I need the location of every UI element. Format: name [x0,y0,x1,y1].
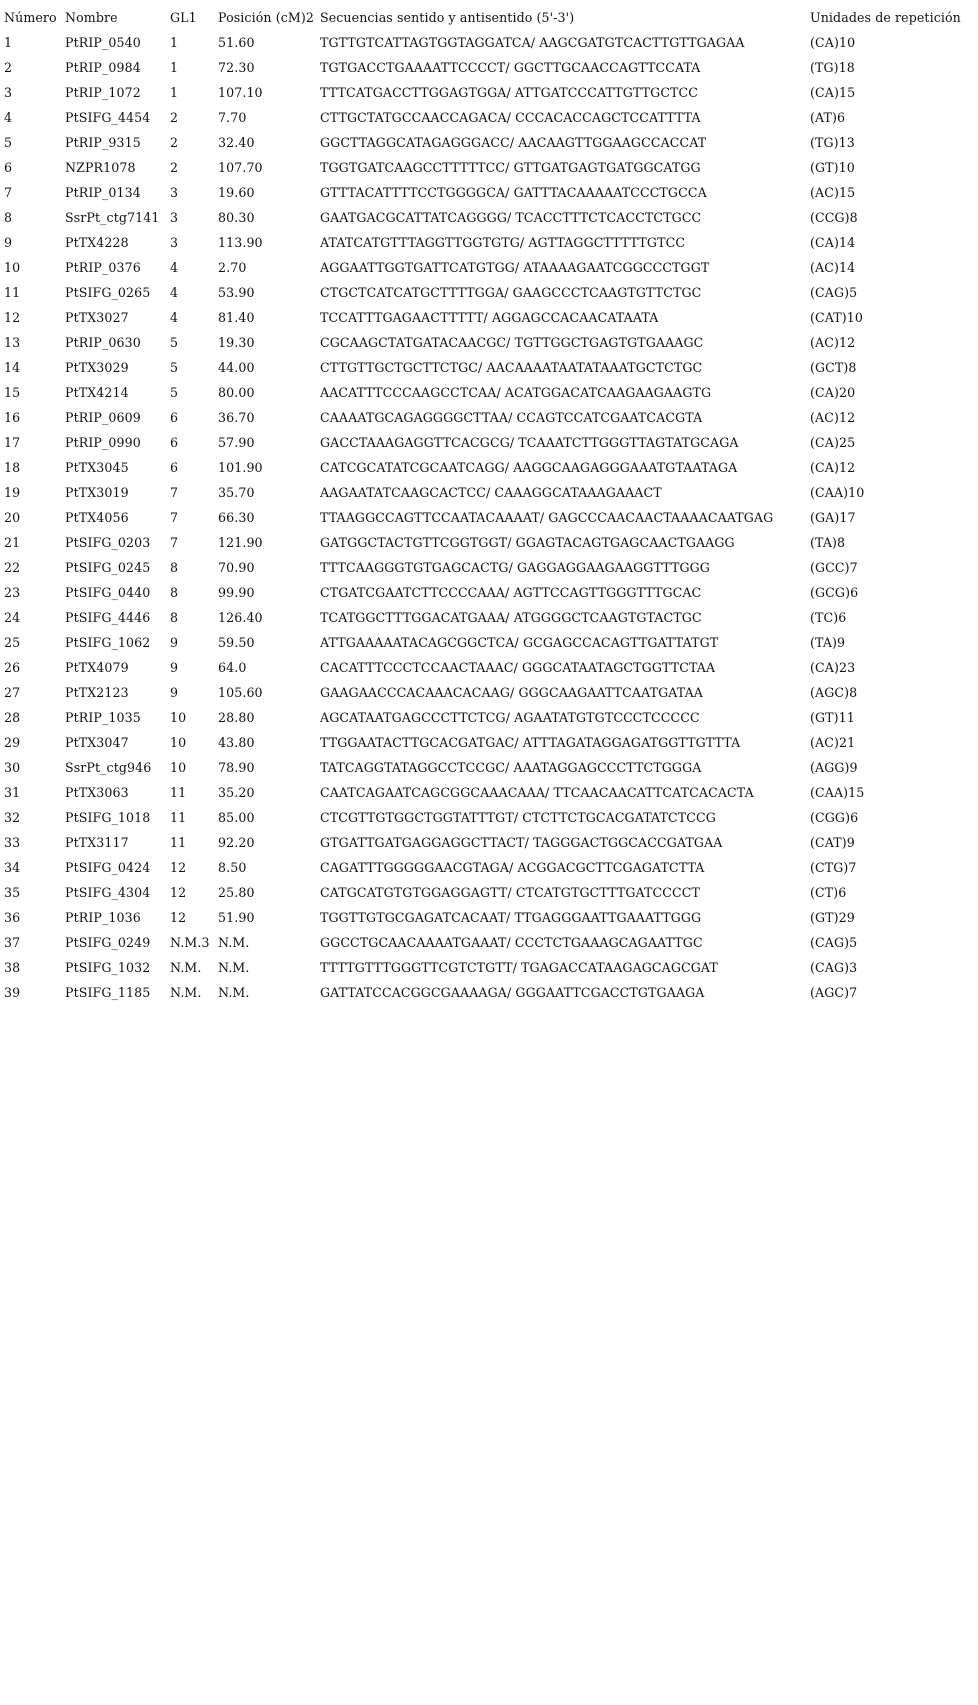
table-row [4,680,970,705]
table-row [4,255,970,280]
cell-unidades: (CAA)10 [810,485,865,500]
cell-posicion: 101.90 [218,460,263,475]
cell-secuencias: AGGAATTGGTGATTCATGTGG/ ATAAAAGAATCGGCCCTGGT [320,260,710,275]
table-row [4,480,970,505]
cell-secuencias: CAATCAGAATCAGCGGCAAACAAA/ TTCAACAACATTCATCACACTA [320,785,754,800]
cell-nombre: PtSIFG_4446 [65,610,151,625]
cell-posicion: 51.60 [218,35,255,50]
cell-numero: 2 [4,60,13,75]
cell-posicion: 80.30 [218,210,255,225]
cell-nombre: PtSIFG_0265 [65,285,151,300]
table-row [4,230,970,255]
cell-gl: 5 [170,360,179,375]
cell-unidades: (CA)12 [810,460,856,475]
cell-secuencias: ATATCATGTTTAGGTTGGTGTG/ AGTTAGGCTTTTTGTCC [320,235,686,250]
cell-gl: 12 [170,885,187,900]
cell-unidades: (CAG)3 [810,960,858,975]
cell-posicion: 28.80 [218,710,255,725]
cell-unidades: (CAT)9 [810,835,855,850]
cell-numero: 22 [4,560,21,575]
table-row [4,505,970,530]
table-row [4,980,970,1005]
cell-unidades: (AGC)8 [810,685,858,700]
table-row [4,605,970,630]
cell-numero: 17 [4,435,21,450]
cell-numero: 28 [4,710,21,725]
cell-numero: 37 [4,935,21,950]
cell-unidades: (CA)15 [810,85,856,100]
table-row [4,305,970,330]
cell-nombre: PtRIP_9315 [65,135,141,150]
cell-posicion: 113.90 [218,235,263,250]
cell-gl: N.M. [170,960,202,975]
cell-gl: 11 [170,810,187,825]
cell-gl: 10 [170,760,187,775]
cell-secuencias: TCCATTTGAGAACTTTTT/ AGGAGCCACAACATAATA [320,310,659,325]
cell-gl: 3 [170,235,179,250]
cell-nombre: PtRIP_0540 [65,35,141,50]
cell-nombre: PtSIFG_0203 [65,535,151,550]
cell-secuencias: CAAAATGCAGAGGGGCTTAA/ CCAGTCCATCGAATCACGTA [320,410,703,425]
cell-gl: 8 [170,585,179,600]
cell-numero: 36 [4,910,21,925]
ssr-marker-table [4,5,970,1005]
header-gl: GL1 [170,10,197,25]
cell-secuencias: TTTTGTTTGGGTTCGTCTGTT/ TGAGACCATAAGAGCAGCGAT [320,960,718,975]
cell-unidades: (CTG)7 [810,860,857,875]
cell-numero: 27 [4,685,21,700]
table-row [4,355,970,380]
cell-secuencias: AGCATAATGAGCCCTTCTCG/ AGAATATGTGTCCCTCCCCC [320,710,700,725]
cell-unidades: (GCT)8 [810,360,857,375]
cell-posicion: 85.00 [218,810,255,825]
cell-numero: 38 [4,960,21,975]
cell-unidades: (CAT)10 [810,310,863,325]
cell-numero: 12 [4,310,21,325]
cell-nombre: PtRIP_0134 [65,185,141,200]
cell-posicion: 64.0 [218,660,247,675]
cell-posicion: 66.30 [218,510,255,525]
cell-secuencias: CTCGTTGTGGCTGGTATTTGT/ CTCTTCTGCACGATATCTCCG [320,810,716,825]
cell-unidades: (TC)6 [810,610,847,625]
cell-unidades: (AC)21 [810,735,856,750]
cell-gl: 2 [170,110,179,125]
cell-nombre: PtRIP_1035 [65,710,141,725]
cell-posicion: 92.20 [218,835,255,850]
cell-unidades: (GT)11 [810,710,855,725]
cell-gl: 5 [170,385,179,400]
table-row [4,180,970,205]
cell-posicion: 72.30 [218,60,255,75]
cell-nombre: PtSIFG_0424 [65,860,151,875]
cell-gl: 10 [170,735,187,750]
cell-unidades: (TG)13 [810,135,855,150]
cell-numero: 34 [4,860,21,875]
cell-gl: N.M. [170,985,202,1000]
cell-nombre: PtTX4214 [65,385,129,400]
cell-posicion: 7.70 [218,110,247,125]
cell-nombre: PtSIFG_0440 [65,585,151,600]
table-row [4,130,970,155]
cell-secuencias: GAAGAACCCACAAACACAAG/ GGGCAAGAATTCAATGATAA [320,685,703,700]
cell-posicion: 99.90 [218,585,255,600]
cell-nombre: PtTX2123 [65,685,129,700]
cell-posicion: 19.60 [218,185,255,200]
cell-unidades: (AC)12 [810,335,856,350]
cell-unidades: (TG)18 [810,60,855,75]
cell-nombre: PtRIP_1036 [65,910,141,925]
cell-posicion: 107.70 [218,160,263,175]
cell-numero: 25 [4,635,21,650]
cell-numero: 5 [4,135,13,150]
cell-gl: 2 [170,135,179,150]
cell-secuencias: CAGATTTGGGGGAACGTAGA/ ACGGACGCTTCGAGATCTTA [320,860,705,875]
cell-secuencias: ATTGAAAAATACAGCGGCTCA/ GCGAGCCACAGTTGATTATGT [320,635,719,650]
table-row [4,280,970,305]
cell-numero: 6 [4,160,13,175]
cell-gl: 4 [170,310,179,325]
cell-unidades: (TA)9 [810,635,846,650]
table-row [4,905,970,930]
cell-posicion: 126.40 [218,610,263,625]
cell-secuencias: GACCTAAAGAGGTTCACGCG/ TCAAATCTTGGGTTAGTATGCAGA [320,435,739,450]
cell-secuencias: GAATGACGCATTATCAGGGG/ TCACCTTTCTCACCTCTGCC [320,210,702,225]
cell-numero: 30 [4,760,21,775]
cell-numero: 39 [4,985,21,1000]
cell-gl: 9 [170,660,179,675]
cell-nombre: PtRIP_0984 [65,60,141,75]
cell-posicion: 8.50 [218,860,247,875]
cell-unidades: (CAG)5 [810,935,858,950]
cell-posicion: 59.50 [218,635,255,650]
cell-numero: 10 [4,260,21,275]
cell-gl: 1 [170,85,179,100]
table-row [4,430,970,455]
cell-unidades: (CGG)6 [810,810,859,825]
table-row [4,405,970,430]
cell-gl: 3 [170,185,179,200]
cell-numero: 4 [4,110,13,125]
header-row [4,5,970,30]
cell-numero: 23 [4,585,21,600]
table-row [4,705,970,730]
cell-secuencias: AAGAATATCAAGCACTCC/ CAAAGGCATAAAGAAACT [320,485,662,500]
cell-secuencias: GGCCTGCAACAAAATGAAAT/ CCCTCTGAAAGCAGAATTGC [320,935,703,950]
cell-posicion: 53.90 [218,285,255,300]
cell-secuencias: GTGATTGATGAGGAGGCTTACT/ TAGGGACTGGCACCGATGAA [320,835,723,850]
table-row [4,805,970,830]
cell-posicion: N.M. [218,935,250,950]
cell-unidades: (TA)8 [810,535,846,550]
cell-numero: 15 [4,385,21,400]
cell-numero: 29 [4,735,21,750]
cell-posicion: 78.90 [218,760,255,775]
cell-nombre: PtTX3019 [65,485,129,500]
cell-nombre: PtRIP_1072 [65,85,141,100]
cell-nombre: PtSIFG_1018 [65,810,151,825]
cell-unidades: (GT)29 [810,910,855,925]
cell-posicion: 32.40 [218,135,255,150]
table-row [4,55,970,80]
cell-unidades: (GA)17 [810,510,856,525]
cell-numero: 7 [4,185,13,200]
table-row [4,655,970,680]
cell-secuencias: CGCAAGCTATGATACAACGC/ TGTTGGCTGAGTGTGAAAGC [320,335,704,350]
table-row [4,455,970,480]
table-row [4,755,970,780]
cell-nombre: PtTX4228 [65,235,129,250]
table-row [4,555,970,580]
cell-numero: 8 [4,210,13,225]
cell-secuencias: TTTCAAGGGTGTGAGCACTG/ GAGGAGGAAGAAGGTTTGGG [320,560,710,575]
cell-gl: 6 [170,410,179,425]
cell-numero: 16 [4,410,21,425]
cell-posicion: 70.90 [218,560,255,575]
cell-nombre: PtRIP_0376 [65,260,141,275]
cell-posicion: 2.70 [218,260,247,275]
table-row [4,780,970,805]
cell-posicion: 105.60 [218,685,263,700]
cell-numero: 26 [4,660,21,675]
table-row [4,330,970,355]
cell-unidades: (GCC)7 [810,560,858,575]
cell-gl: 9 [170,635,179,650]
header-unidades: Unidades de repetición [810,10,961,25]
cell-nombre: PtSIFG_1032 [65,960,151,975]
cell-unidades: (AC)14 [810,260,856,275]
table-row [4,155,970,180]
cell-secuencias: GTTTACATTTTCCTGGGGCA/ GATTTACAAAAATCCCTGCCA [320,185,707,200]
cell-gl: 11 [170,835,187,850]
cell-gl: 5 [170,335,179,350]
cell-unidades: (CA)10 [810,35,856,50]
table-row [4,830,970,855]
cell-unidades: (AGG)9 [810,760,858,775]
cell-posicion: N.M. [218,960,250,975]
cell-secuencias: TTGGAATACTTGCACGATGAC/ ATTTAGATAGGAGATGGTTGTTTA [320,735,741,750]
cell-posicion: 43.80 [218,735,255,750]
cell-gl: 4 [170,285,179,300]
cell-nombre: PtSIFG_0249 [65,935,151,950]
cell-numero: 19 [4,485,21,500]
cell-secuencias: CTGATCGAATCTTCCCCAAA/ AGTTCCAGTTGGGTTTGCAC [320,585,702,600]
cell-unidades: (CA)23 [810,660,856,675]
cell-nombre: PtSIFG_4454 [65,110,151,125]
cell-posicion: 35.20 [218,785,255,800]
cell-gl: 1 [170,35,179,50]
cell-gl: 8 [170,560,179,575]
cell-unidades: (GCG)6 [810,585,859,600]
cell-gl: 7 [170,510,179,525]
cell-secuencias: GATTATCCACGGCGAAAAGA/ GGGAATTCGACCTGTGAAGA [320,985,705,1000]
cell-secuencias: CTTGCTATGCCAACCAGACA/ CCCACACCAGCTCCATTTTA [320,110,701,125]
cell-nombre: PtSIFG_1062 [65,635,151,650]
cell-unidades: (CAG)5 [810,285,858,300]
table-row [4,580,970,605]
table-row [4,955,970,980]
cell-nombre: PtTX3047 [65,735,129,750]
cell-unidades: (CT)6 [810,885,847,900]
cell-posicion: 44.00 [218,360,255,375]
cell-unidades: (AT)6 [810,110,846,125]
cell-nombre: PtSIFG_0245 [65,560,151,575]
table-row [4,930,970,955]
cell-secuencias: CACATTTCCCTCCAACTAAAC/ GGGCATAATAGCTGGTTCTAA [320,660,716,675]
cell-numero: 11 [4,285,21,300]
table-header [4,5,970,30]
cell-numero: 1 [4,35,13,50]
cell-unidades: (AC)15 [810,185,856,200]
cell-nombre: PtRIP_0990 [65,435,141,450]
cell-gl: 7 [170,485,179,500]
cell-posicion: 36.70 [218,410,255,425]
cell-numero: 33 [4,835,21,850]
table-row [4,855,970,880]
cell-posicion: 19.30 [218,335,255,350]
cell-nombre: PtSIFG_1185 [65,985,151,1000]
cell-numero: 31 [4,785,21,800]
cell-nombre: PtTX3045 [65,460,129,475]
cell-posicion: 107.10 [218,85,263,100]
table-row [4,630,970,655]
table-row [4,205,970,230]
cell-numero: 3 [4,85,13,100]
cell-nombre: PtRIP_0630 [65,335,141,350]
cell-gl: 3 [170,210,179,225]
cell-secuencias: CATCGCATATCGCAATCAGG/ AAGGCAAGAGGGAAATGTAATAGA [320,460,738,475]
cell-unidades: (CA)25 [810,435,856,450]
cell-secuencias: TGTGACCTGAAAATTCCCCT/ GGCTTGCAACCAGTTCCATA [320,60,701,75]
table-row [4,80,970,105]
cell-gl: 12 [170,910,187,925]
cell-gl: 6 [170,435,179,450]
cell-secuencias: CATGCATGTGTGGAGGAGTT/ CTCATGTGCTTTGATCCCCT [320,885,700,900]
cell-secuencias: TGTTGTCATTAGTGGTAGGATCA/ AAGCGATGTCACTTGTTGAGAA [320,35,745,50]
cell-secuencias: CTGCTCATCATGCTTTTGGA/ GAAGCCCTCAAGTGTTCTGC [320,285,702,300]
cell-numero: 9 [4,235,13,250]
header-secuencias: Secuencias sentido y antisentido (5'-3') [320,10,575,25]
cell-gl: 11 [170,785,187,800]
cell-secuencias: AACATTTCCCAAGCCTCAA/ ACATGGACATCAAGAAGAAGTG [320,385,712,400]
cell-posicion: 57.90 [218,435,255,450]
cell-gl: 12 [170,860,187,875]
table-row [4,530,970,555]
cell-nombre: PtTX4079 [65,660,129,675]
cell-gl: 6 [170,460,179,475]
table-row [4,730,970,755]
cell-nombre: PtTX3029 [65,360,129,375]
cell-numero: 14 [4,360,21,375]
cell-gl: 2 [170,160,179,175]
cell-numero: 13 [4,335,21,350]
cell-nombre: SsrPt_ctg946 [65,760,152,775]
table-row [4,880,970,905]
cell-secuencias: TCATGGCTTTGGACATGAAA/ ATGGGGCTCAAGTGTACTGC [320,610,702,625]
cell-nombre: PtSIFG_4304 [65,885,151,900]
cell-unidades: (AC)12 [810,410,856,425]
cell-unidades: (CAA)15 [810,785,865,800]
cell-unidades: (AGC)7 [810,985,858,1000]
cell-posicion: 80.00 [218,385,255,400]
cell-secuencias: GATGGCTACTGTTCGGTGGT/ GGAGTACAGTGAGCAACTGAAGG [320,535,735,550]
cell-secuencias: TATCAGGTATAGGCCTCCGC/ AAATAGGAGCCCTTCTGGGA [320,760,702,775]
table-body [4,30,970,1005]
table-row [4,380,970,405]
cell-posicion: 25.80 [218,885,255,900]
cell-nombre: PtTX3063 [65,785,129,800]
cell-gl: 7 [170,535,179,550]
cell-gl: 9 [170,685,179,700]
cell-numero: 20 [4,510,21,525]
cell-gl: 1 [170,60,179,75]
cell-nombre: NZPR1078 [65,160,136,175]
header-posicion: Posición (cM)2 [218,10,315,25]
table-row [4,30,970,55]
cell-unidades: (CA)20 [810,385,856,400]
cell-numero: 21 [4,535,21,550]
header-nombre: Nombre [65,10,118,25]
cell-secuencias: GGCTTAGGCATAGAGGGACC/ AACAAGTTGGAAGCCACCAT [320,135,707,150]
cell-nombre: PtTX3027 [65,310,129,325]
cell-posicion: 35.70 [218,485,255,500]
cell-secuencias: TGGTTGTGCGAGATCACAAT/ TTGAGGGAATTGAAATTGGG [320,910,702,925]
cell-numero: 32 [4,810,21,825]
cell-numero: 24 [4,610,21,625]
cell-unidades: (CCG)8 [810,210,858,225]
cell-nombre: PtTX4056 [65,510,129,525]
cell-posicion: 51.90 [218,910,255,925]
cell-gl: 10 [170,710,187,725]
cell-gl: 4 [170,260,179,275]
cell-secuencias: TGGTGATCAAGCCTTTTTCC/ GTTGATGAGTGATGGCATGG [320,160,701,175]
cell-nombre: PtRIP_0609 [65,410,141,425]
cell-gl: 8 [170,610,179,625]
cell-posicion: N.M. [218,985,250,1000]
cell-unidades: (GT)10 [810,160,855,175]
cell-numero: 35 [4,885,21,900]
cell-secuencias: TTAAGGCCAGTTCCAATACAAAAT/ GAGCCCAACAACTAAAACAATGAG [320,510,774,525]
cell-secuencias: TTTCATGACCTTGGAGTGGA/ ATTGATCCCATTGTTGCTCC [320,85,699,100]
cell-gl: N.M.3 [170,935,210,950]
cell-numero: 18 [4,460,21,475]
table-row [4,105,970,130]
cell-posicion: 81.40 [218,310,255,325]
cell-nombre: SsrPt_ctg7141 [65,210,160,225]
cell-nombre: PtTX3117 [65,835,129,850]
header-numero: Número [4,10,57,25]
cell-posicion: 121.90 [218,535,263,550]
cell-unidades: (CA)14 [810,235,856,250]
cell-secuencias: CTTGTTGCTGCTTCTGC/ AACAAAATAATATAAATGCTCTGC [320,360,703,375]
